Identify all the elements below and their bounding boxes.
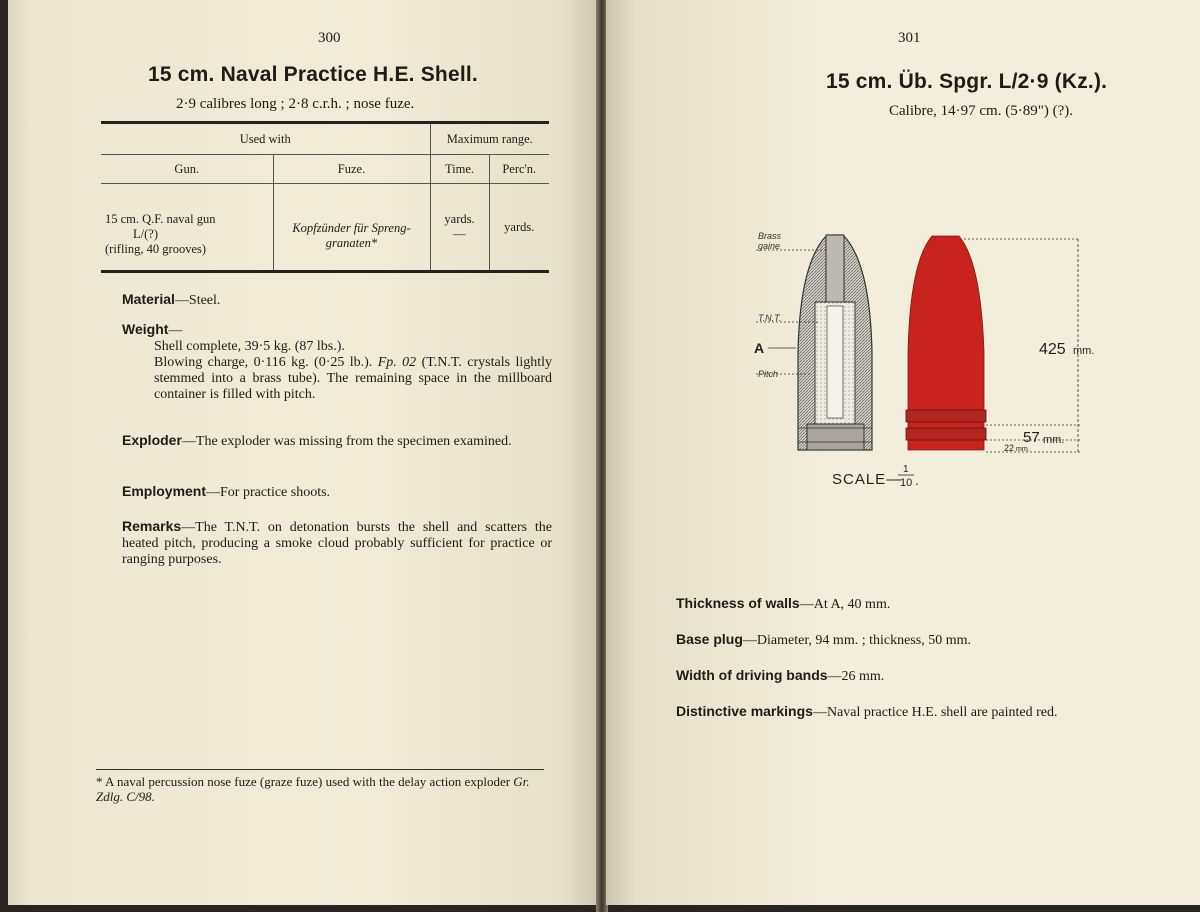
percn-value: yards. bbox=[504, 219, 535, 234]
page-subtitle: 2·9 calibres long ; 2·8 c.r.h. ; nose fuze. bbox=[176, 96, 415, 112]
page-number: 300 bbox=[318, 30, 341, 46]
right-page bbox=[606, 0, 1200, 905]
exploder-text: —The exploder was missing from the specimen examined. bbox=[181, 434, 512, 449]
weight-charge bbox=[122, 355, 552, 403]
percn-cell bbox=[489, 184, 549, 272]
weight-paragraph bbox=[122, 321, 552, 403]
left-page bbox=[8, 0, 598, 905]
remarks-paragraph bbox=[122, 518, 552, 568]
markings-label: Distinctive markings bbox=[676, 703, 813, 719]
bands-text: —26 mm. bbox=[827, 669, 885, 684]
material-paragraph bbox=[122, 291, 220, 309]
dim-22: 22 bbox=[1004, 443, 1015, 453]
label-gaine: gaine bbox=[758, 241, 781, 251]
baseplug-paragraph bbox=[676, 631, 1126, 649]
dim-unit-mm: mm. bbox=[1016, 446, 1030, 453]
dim-425: 425 bbox=[1039, 341, 1066, 358]
exploder-label: Exploder bbox=[122, 432, 182, 448]
scale-dot: . bbox=[915, 473, 919, 488]
scale-numerator: 1 bbox=[903, 464, 909, 475]
gun-cell bbox=[101, 184, 273, 272]
label-tnt: T.N.T. bbox=[758, 313, 782, 323]
label-brass: Brass bbox=[758, 231, 782, 241]
walls-label: Thickness of walls bbox=[676, 595, 800, 611]
max-range-header: Maximum range. bbox=[430, 123, 549, 155]
footnote-rule bbox=[96, 769, 544, 770]
shell-section bbox=[798, 235, 872, 450]
scale-label bbox=[832, 464, 919, 489]
markings-paragraph bbox=[676, 703, 1126, 721]
dim-unit-mm: mm. bbox=[1043, 434, 1065, 446]
col-gun-header: Gun. bbox=[101, 155, 273, 184]
footnote-italic: Gr. Zdlg. C/98. bbox=[96, 774, 530, 804]
time-cell bbox=[430, 184, 489, 272]
scale-text: SCALE— bbox=[832, 471, 903, 488]
col-percn-header: Perc'n. bbox=[489, 155, 549, 184]
weight-fp: Fp. 02 bbox=[377, 355, 417, 370]
employment-label: Employment bbox=[122, 483, 207, 499]
time-dash: — bbox=[453, 227, 466, 241]
remarks-label: Remarks bbox=[122, 518, 182, 534]
dim-57: 57 bbox=[1023, 429, 1040, 446]
weight-charge-text: Blowing charge, 0·116 kg. (0·25 lb.). bbox=[154, 355, 373, 370]
footnote-text: * A naval percussion nose fuze (graze fuze) used with the delay action exploder bbox=[96, 774, 511, 789]
time-value: yards. bbox=[444, 212, 475, 226]
baseplug-label: Base plug bbox=[676, 631, 743, 647]
bands-paragraph bbox=[676, 667, 1126, 685]
footnote bbox=[96, 774, 556, 804]
weight-dash: — bbox=[168, 323, 183, 338]
table-row bbox=[101, 184, 549, 272]
gun-line: 15 cm. Q.F. naval gun bbox=[105, 211, 216, 226]
material-label: Material bbox=[122, 291, 175, 307]
weight-charge-detail: (T.N.T. crystals lightly stemmed into a brass tube). The remaining space in the millboard container is filled with pitch. bbox=[154, 355, 553, 402]
col-fuze-header: Fuze. bbox=[273, 155, 430, 184]
col-time-header: Time. bbox=[430, 155, 489, 184]
label-a: A bbox=[754, 340, 765, 356]
material-text: —Steel. bbox=[174, 293, 221, 308]
weight-label: Weight bbox=[122, 321, 169, 337]
page-title: 15 cm. Naval Practice H.E. Shell. bbox=[148, 63, 478, 86]
remarks-text: —The T.N.T. on detonation bursts the shell and scatters the heated pitch, producing a smoke cloud probably sufficient for practice or ranging purposes. bbox=[122, 520, 552, 567]
walls-text: —At A, 40 mm. bbox=[799, 597, 891, 612]
page-subtitle: Calibre, 14·97 cm. (5·89") (?). bbox=[889, 103, 1073, 119]
scale-denominator: 10 bbox=[900, 477, 913, 489]
fuze-line: Kopfzünder für Spreng- bbox=[292, 221, 411, 235]
gun-line: L/(?) bbox=[133, 226, 158, 241]
shell-drawing bbox=[736, 222, 1095, 492]
markings-text: —Naval practice H.E. shell are painted red. bbox=[812, 705, 1058, 720]
walls-paragraph bbox=[676, 595, 1126, 613]
employment-text: —For practice shoots. bbox=[206, 485, 331, 500]
page-title: 15 cm. Üb. Spgr. L/2·9 (Kz.). bbox=[826, 70, 1108, 93]
exploder-paragraph bbox=[122, 432, 552, 450]
bands-label: Width of driving bands bbox=[676, 667, 828, 683]
baseplug-text: —Diameter, 94 mm. ; thickness, 50 mm. bbox=[742, 633, 971, 648]
employment-paragraph bbox=[122, 483, 330, 501]
fuze-cell bbox=[273, 184, 430, 272]
gun-line: (rifling, 40 grooves) bbox=[105, 241, 207, 256]
used-with-header: Used with bbox=[101, 123, 430, 155]
usage-table bbox=[101, 121, 549, 273]
page-number: 301 bbox=[898, 30, 921, 46]
dim-unit-mm: mm. bbox=[1073, 345, 1095, 357]
weight-line: Shell complete, 39·5 kg. (87 lbs.). bbox=[154, 339, 345, 354]
fuze-line: granaten* bbox=[325, 236, 378, 250]
shell-elevation bbox=[906, 236, 986, 450]
label-pitch: Pitch bbox=[758, 369, 779, 379]
